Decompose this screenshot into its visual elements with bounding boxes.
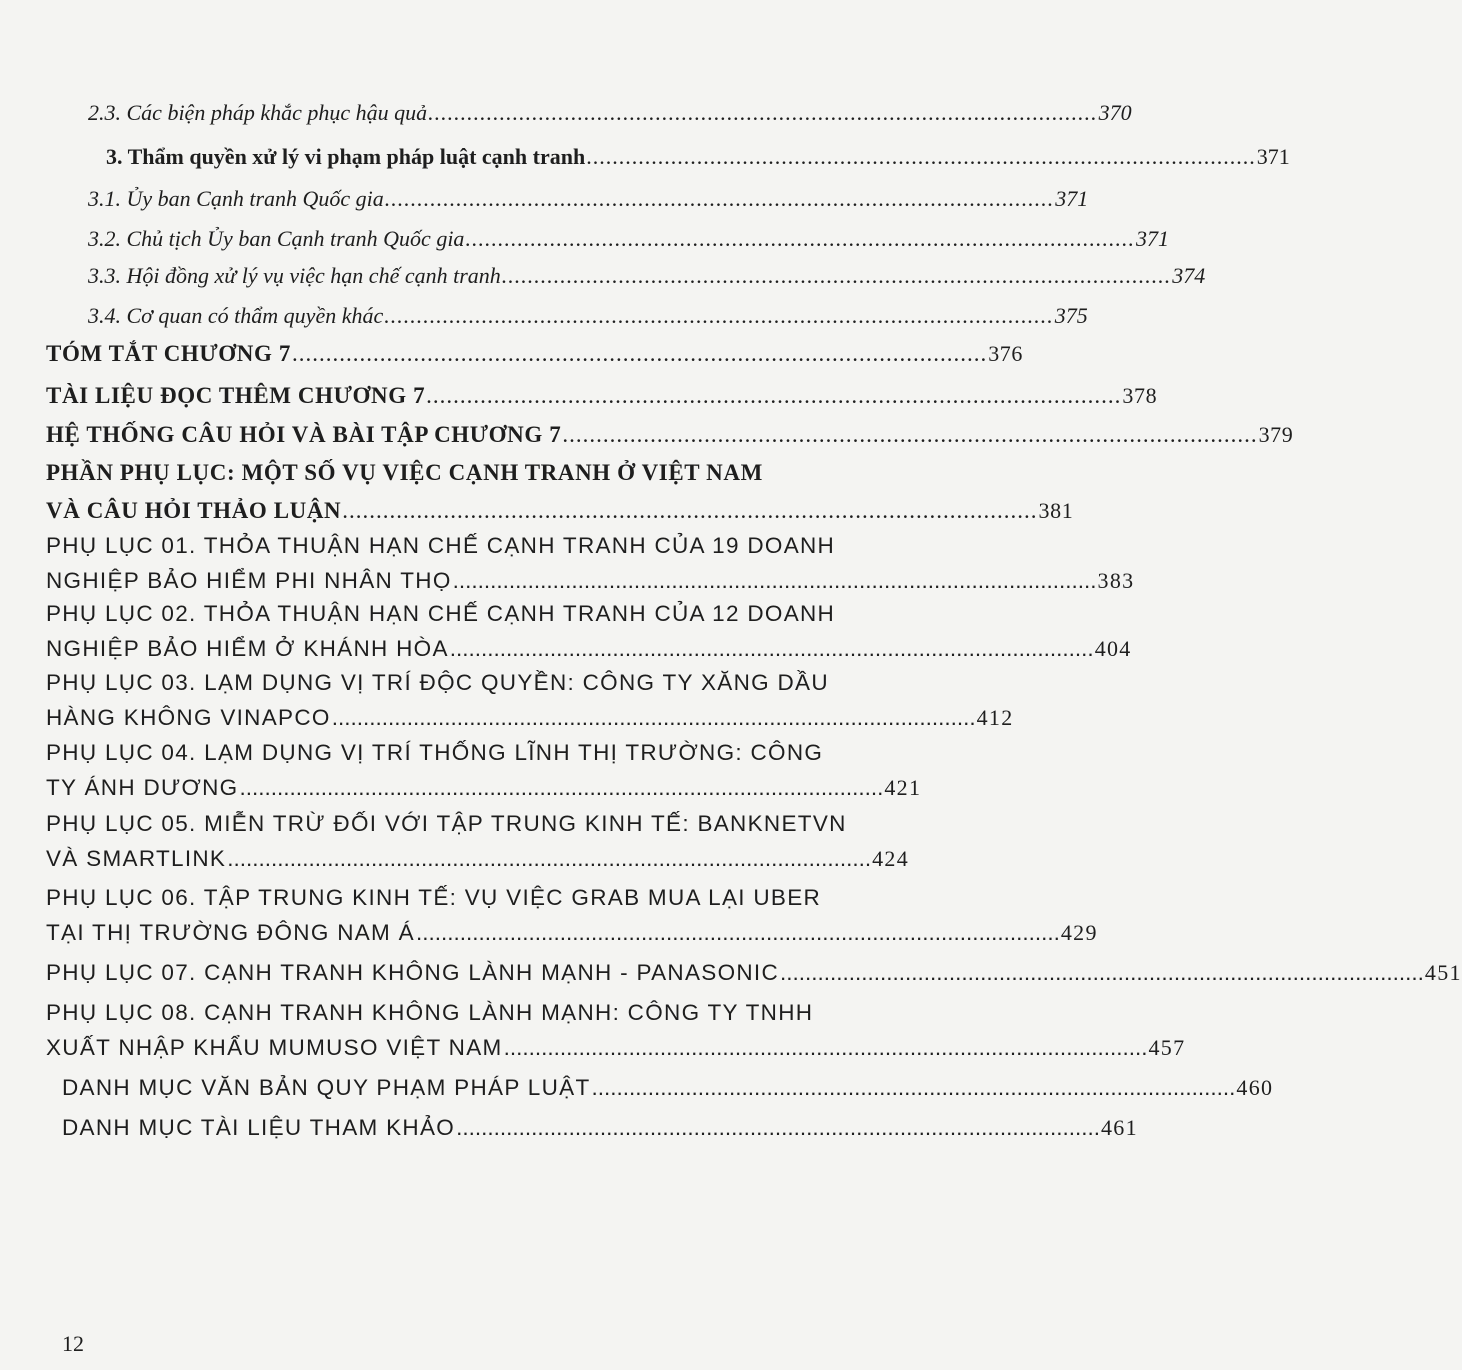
toc-entry-title: NGHIỆP BẢO HIỂM PHI NHÂN THỌ [46,568,452,593]
toc-entry-title: HỆ THỐNG CÂU HỎI VÀ BÀI TẬP CHƯƠNG 7 [46,422,562,447]
toc-entry [88,263,1206,289]
toc-entry-title-line: PHỤ LỤC 01. THỎA THUẬN HẠN CHẾ CẠNH TRANH CỦA 19 DOANH [46,533,836,558]
toc-page-number: 461 [1100,1115,1138,1140]
toc-page-number: 371 [1256,144,1290,169]
toc-entry [88,226,1169,252]
dot-leader: ....................................................................................................... [239,775,884,800]
dot-leader: ....................................................................................................... [291,341,988,366]
toc-entry-title: 2.3. Các biện pháp khắc phục hậu quả [88,100,428,125]
toc-page-number: 383 [1097,568,1135,593]
toc-entry [46,705,1014,731]
dot-leader: ....................................................................................................... [562,422,1258,447]
toc-page-number: 379 [1258,422,1294,447]
toc-entry-title: 3.4. Cơ quan có thẩm quyền khác [88,303,384,328]
toc-page-number: 381 [1038,498,1074,523]
toc-entry [46,498,1074,524]
toc-entry-title-line: PHỤ LỤC 04. LẠM DỤNG VỊ TRÍ THỐNG LĨNH THỊ TRƯỜNG: CÔNG [46,740,824,765]
toc-page-number: 412 [976,705,1014,730]
toc-entry [46,960,1462,986]
toc-entry-title: VÀ SMARTLINK [46,846,227,871]
dot-leader: ....................................................................................................... [384,303,1054,328]
toc-page-number: 374 [1172,263,1206,288]
toc-page-number: 371 [1135,226,1169,251]
toc-entry [46,568,1135,594]
toc-entry [46,775,922,801]
toc-entry [46,636,1132,662]
dot-leader: ....................................................................................................... [428,100,1098,125]
dot-leader: ....................................................................................................... [342,498,1038,523]
toc-entry [88,303,1088,329]
page-number-folio: 12 [62,1331,84,1356]
toc-entry [46,846,910,872]
toc-entry [88,100,1132,126]
toc-entry-title-line: PHỤ LỤC 03. LẠM DỤNG VỊ TRÍ ĐỘC QUYỀN: CÔNG TY XĂNG DẦU [46,670,829,695]
toc-page-number: 404 [1094,636,1132,661]
toc-entry-title: PHỤ LỤC 07. CẠNH TRANH KHÔNG LÀNH MẠNH - PANASONIC [46,960,780,985]
toc-entry-title: NGHIỆP BẢO HIỂM Ở KHÁNH HÒA [46,636,449,661]
dot-leader: ....................................................................................................... [384,186,1055,211]
toc-page-number: 378 [1122,383,1158,408]
toc-entry-title-line: PHỤ LỤC 06. TẬP TRUNG KINH TẾ: VỤ VIỆC GRAB MUA LẠI UBER [46,885,822,910]
toc-page-number: 375 [1054,303,1088,328]
toc-entry-title: TẠI THỊ TRƯỜNG ĐÔNG NAM Á [46,920,415,945]
toc-entry-title: DANH MỤC VĂN BẢN QUY PHẠM PHÁP LUẬT [62,1075,591,1100]
toc-entry [46,422,1294,448]
dot-leader: ....................................................................................................... [586,144,1256,169]
dot-leader: ....................................................................................................... [501,263,1172,288]
toc-entry-title-line: PHẦN PHỤ LỤC: MỘT SỐ VỤ VIỆC CẠNH TRANH Ở VIỆT NAM [46,460,763,485]
dot-leader: ....................................................................................................... [456,1115,1100,1140]
toc-entry-title: VÀ CÂU HỎI THẢO LUẬN [46,498,342,523]
toc-entry-title: DANH MỤC TÀI LIỆU THAM KHẢO [62,1115,456,1140]
toc-page-number: 371 [1055,186,1089,211]
dot-leader: ....................................................................................................... [591,1075,1236,1100]
toc-page-number: 460 [1236,1075,1274,1100]
dot-leader: ....................................................................................................... [503,1035,1148,1060]
toc-entry-title-line: PHỤ LỤC 08. CẠNH TRANH KHÔNG LÀNH MẠNH: CÔNG TY TNHH [46,1000,814,1025]
dot-leader: ....................................................................................................... [449,636,1094,661]
toc-entry-title-line: PHỤ LỤC 02. THỎA THUẬN HẠN CHẾ CẠNH TRANH CỦA 12 DOANH [46,601,836,626]
dot-leader: ....................................................................................................... [331,705,976,730]
toc-page-number: 451 [1424,960,1462,985]
toc-entry [46,1035,1186,1061]
toc-page-number: 421 [884,775,922,800]
toc-page-number: 376 [988,341,1024,366]
toc-entry [106,144,1290,170]
toc-entry-title-line: PHỤ LỤC 05. MIỄN TRỪ ĐỐI VỚI TẬP TRUNG KINH TẾ: BANKNETVN [46,811,847,836]
toc-page-number: 457 [1148,1035,1186,1060]
toc-entry-title: 3.2. Chủ tịch Ủy ban Cạnh tranh Quốc gia [88,226,465,251]
toc-entry-title: HÀNG KHÔNG VINAPCO [46,705,331,730]
toc-entry-title: 3.3. Hội đồng xử lý vụ việc hạn chế cạnh tranh [88,263,501,288]
toc-entry-title: TÓM TẮT CHƯƠNG 7 [46,341,291,366]
toc-entry-title: 3.1. Ủy ban Cạnh tranh Quốc gia [88,186,384,211]
toc-entry-title: TÀI LIỆU ĐỌC THÊM CHƯƠNG 7 [46,383,426,408]
toc-entry [46,341,1024,367]
dot-leader: ....................................................................................................... [452,568,1097,593]
dot-leader: ....................................................................................................... [780,960,1424,985]
toc-page-number: 429 [1060,920,1098,945]
toc-entry [46,920,1098,946]
toc-entry [62,1115,1138,1141]
toc-entry-title: XUẤT NHẬP KHẨU MUMUSO VIỆT NAM [46,1035,503,1060]
toc-page-number: 424 [872,846,910,871]
toc-entry-title: 3. Thẩm quyền xử lý vi phạm pháp luật cạnh tranh [106,144,586,169]
toc-entry-title: TY ÁNH DƯƠNG [46,775,239,800]
toc-entry [88,186,1089,212]
toc-entry [46,383,1158,409]
toc-entry [62,1075,1274,1101]
dot-leader: ....................................................................................................... [227,846,872,871]
dot-leader: ....................................................................................................... [426,383,1122,408]
dot-leader: ....................................................................................................... [415,920,1060,945]
toc-page-number: 370 [1098,100,1132,125]
dot-leader: ....................................................................................................... [465,226,1135,251]
